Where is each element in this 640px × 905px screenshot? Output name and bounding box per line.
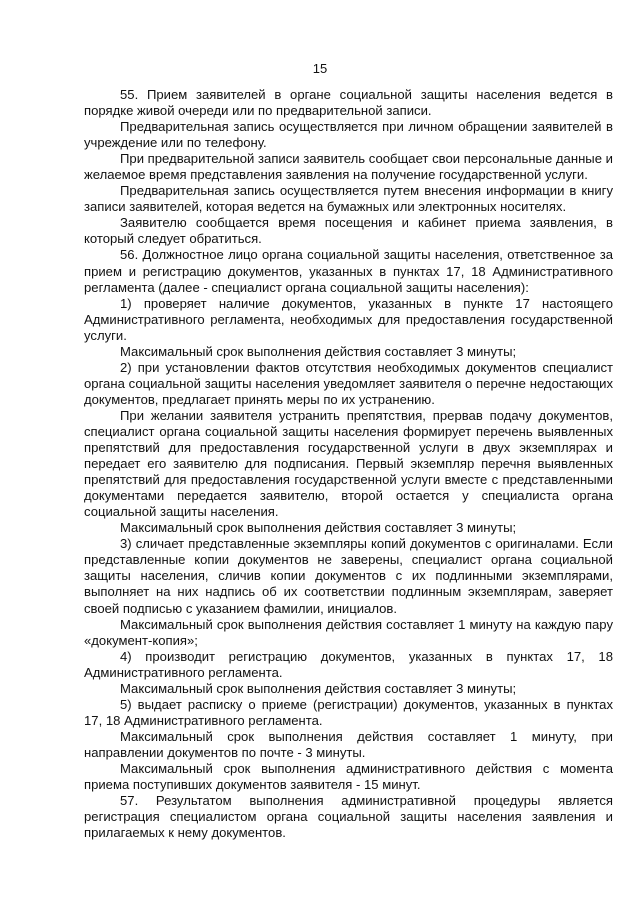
paragraph: 3) сличает представленные экземпляры копий документов с оригиналами. Если представленные копии документов не заверены, специалист органа социальной защиты населения, сличив копии документов с их подлинными экземплярами, выполняет на них надпись об их соответствии подлинным экземплярам, заверяет своей подписью с указанием фамилии, инициалов. [84, 536, 613, 616]
paragraph-55: 55. Прием заявителей в органе социальной защиты населения ведется в порядке живой очереди или по предварительной записи. [84, 87, 613, 119]
paragraph: Максимальный срок выполнения административного действия с момента приема поступивших документов заявителя - 15 минут. [84, 760, 613, 793]
paragraph: 5) выдает расписку о приеме (регистрации) документов, указанных в пунктах 17, 18 Административного регламента. [84, 696, 613, 728]
paragraph: Максимальный срок выполнения действия составляет 1 минуту, при направлении документов по почте - 3 минуты. [84, 728, 613, 760]
paragraph: При предварительной записи заявитель сообщает свои персональные данные и желаемое время представления заявления на получение государственной услуги. [84, 151, 613, 183]
paragraph-57: 57. Результатом выполнения административной процедуры является регистрация специалистом органа социальной защиты населения заявления и прилагаемых к нему документов. [84, 793, 613, 841]
paragraph: Предварительная запись осуществляется при личном обращении заявителей в учреждение или по телефону. [84, 119, 613, 151]
paragraph-56: 56. Должностное лицо органа социальной защиты населения, ответственное за прием и регистрацию документов, указанных в пунктах 17, 18 Административного регламента (далее - специалист органа социальной защиты населения): [84, 247, 613, 295]
paragraph: Максимальный срок выполнения действия составляет 3 минуты; [120, 343, 517, 359]
paragraph: 4) производит регистрацию документов, указанных в пунктах 17, 18 Административного регламента. [84, 648, 613, 680]
paragraph: 2) при установлении фактов отсутствия необходимых документов специалист органа социальной защиты населения уведомляет заявителя о перечне недостающих документов, предлагает принять меры по их устранению. [84, 359, 613, 407]
document-body [84, 87, 613, 841]
paragraph: Заявителю сообщается время посещения и кабинет приема заявления, в который следует обратиться. [84, 215, 613, 247]
paragraph: При желании заявителя устранить препятствия, прервав подачу документов, специалист органа социальной защиты населения формирует перечень выявленных препятствий для предоставления государственной услуги в двух экземплярах и передает его заявителю для подписания. Первый экземпляр перечня выявленных препятствий для предоставления государственной услуги вместе с представленными документами передается заявителю, второй остается у специалиста органа социальной защиты населения. [84, 407, 613, 520]
paragraph: Предварительная запись осуществляется путем внесения информации в книгу записи заявителей, которая ведется на бумажных или электронных носителях. [84, 183, 613, 215]
paragraph: Максимальный срок выполнения действия составляет 1 минуту на каждую пару «документ-копия»; [84, 616, 613, 648]
paragraph: Максимальный срок выполнения действия составляет 3 минуты; [120, 520, 517, 536]
page-number: 15 [312, 61, 328, 76]
paragraph: 1) проверяет наличие документов, указанных в пункте 17 настоящего Административного регламента, необходимых для предоставления государственной услуги. [84, 295, 613, 343]
paragraph: Максимальный срок выполнения действия составляет 3 минуты; [120, 680, 517, 696]
